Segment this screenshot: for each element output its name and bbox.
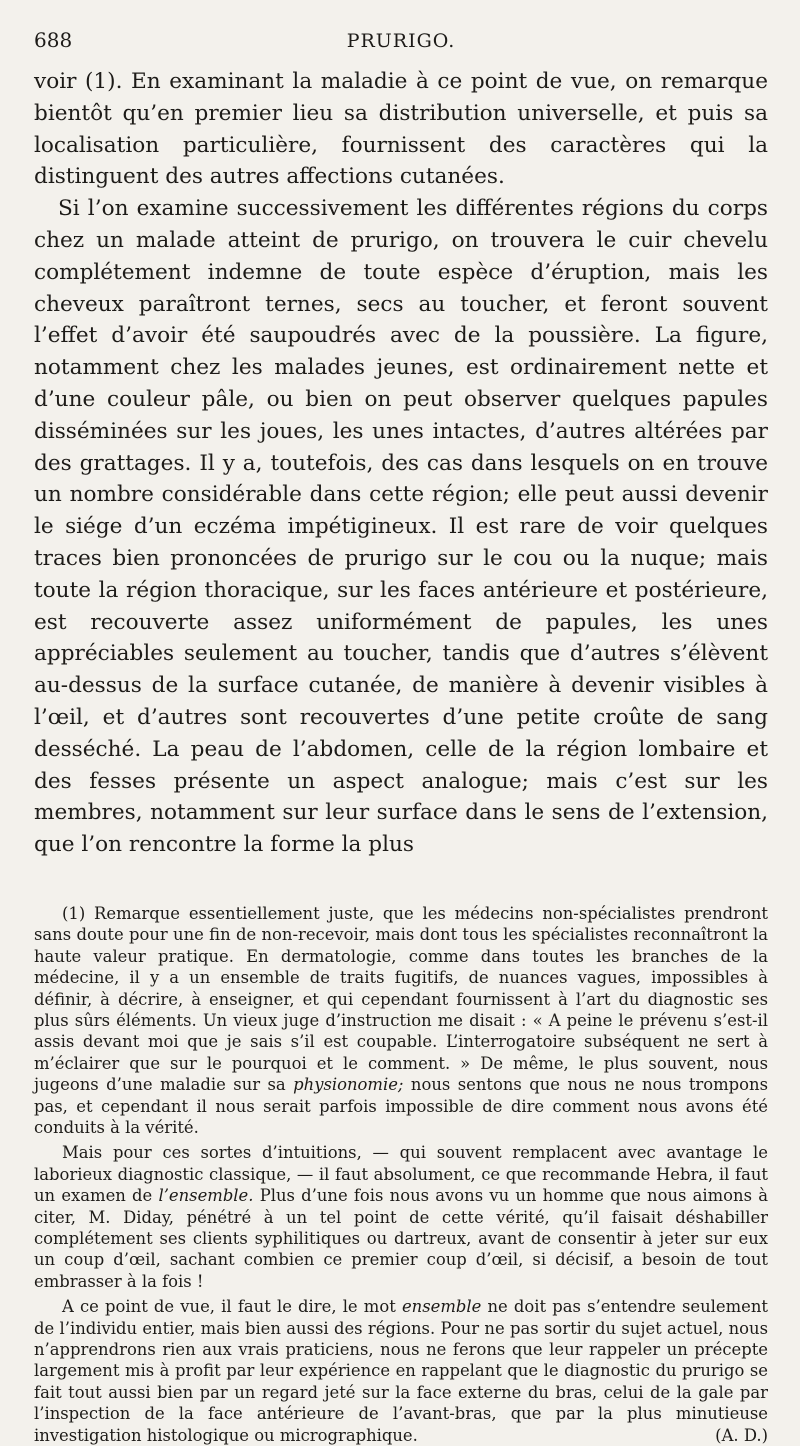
footnote-emphasis-3: ensemble (401, 1297, 482, 1317)
footnote-text-2b: Plus d’une fois nous avons vu un homme que nous aimons à citer, M. Diday, pénétré à un tel point de cette vérité, qu’il faisait déshabiller complétement ses clients syphilitiques ou dartreux, avant de consentir à jeter sur eux un coup d’œil, sachant combien ce premier coup d’œil, si décisif, a besoin de tout embrasser à la fois ! (34, 1186, 768, 1291)
signature: (A. D.) (715, 1425, 768, 1445)
page-number: 688 (34, 28, 73, 52)
main-text (34, 66, 768, 861)
footnote-text-3b: ne doit pas s’entendre seulement de l’individu entier, mais bien aussi des régions. Pour ne pas sortir du sujet actuel, nous n’apprendrons rien aux vrais praticiens, nous ne ferons que leur rappeler un précepte largement mis à profit par leur expérience en rappelant que le diagnostic du prurigo se fait tout aussi bien par un regard jeté sur la face externe du bras, celui de la gale par l’inspection de la face antérieure de l’avant-bras, que par la plus minutieuse investigation histologique ou micrographique. (34, 1297, 768, 1445)
footnote-text-1-end: nous sentons que nous ne nous trompons pas, et cependant il nous serait parfois impossible de dire comment nous avons été conduits à la vérité. (34, 1075, 768, 1137)
footnote-text-3a: A ce point de vue, il faut le dire, le mot (62, 1297, 396, 1317)
footnote-paragraph-2 (34, 1142, 768, 1292)
footnote-text-1: (1) Remarque essentiellement juste, que les médecins non-spécialistes prendront sans doute pour une fin de non-recevoir, mais dont tous les spécialistes reconnaîtront la haute valeur pratique. En dermatologie, comme dans toutes les branches de la médecine, il y a un ensemble de traits fugitifs, de nuances vagues, impossibles à définir, à décrire, à enseigner, et qui cependant fournissent à l’art du diagnostic ses plus sûrs éléments. Un vieux juge d’instruction me disait : « A peine le prévenu s’est-il assis devant moi que je sais s’il est coupable. L’interrogatoire subséquent ne sert à m’éclairer que sur le pourquoi et le comment. » De même, le plus souvent, nous jugeons d’une maladie sur sa (34, 903, 768, 1095)
footnote-emphasis-1: physionomie; (293, 1075, 404, 1095)
running-head: PRURIGO. (346, 30, 456, 52)
paragraph-2: Si l’on examine successivement les différentes régions du corps chez un malade atteint de prurigo, on trouvera le cuir chevelu complétement indemne de toute espèce d’éruption, mais les cheveux paraîtront ternes, secs au toucher, et feront souvent l’effet d’avoir été saupoudrés avec de la poussière. La figure, notamment chez les malades jeunes, est ordinairement nette et d’une couleur pâle, ou bien on peut observer quelques papules disséminées sur les joues, les unes intactes, d’autres altérées par des grattages. Il y a, toutefois, des cas dans lesquels on en trouve un nombre considérable dans cette région; elle peut aussi devenir le siége d’un eczéma impétigineux. Il est rare de voir quelques traces bien prononcées de prurigo sur le cou ou la nuque; mais toute la région thoracique, sur les faces antérieure et postérieure, est recouverte assez uniformément de papules, les unes appréciables seulement au toucher, tandis que d’autres s’élèvent au-dessus de la surface cutanée, de manière à devenir visibles à l’œil, et d’autres sont recouvertes d’une petite croûte de sang desséché. La peau de l’abdomen, celle de la région lombaire et des fesses présente un aspect analogue; mais c’est sur les membres, notamment sur leur surface dans le sens de l’extension, que l’on rencontre la forme la plus (34, 196, 768, 858)
footnote-paragraph-1 (34, 903, 768, 1138)
footnote-paragraph-3 (34, 1296, 768, 1446)
footnote-text-2a: Mais pour ces sortes d’intuitions, — qui souvent remplacent avec avantage le laborieux diagnostic classique, — il faut absolument, ce que recommande Hebra, il faut un examen de (34, 1143, 768, 1206)
footnote (34, 903, 768, 1446)
footnote-emphasis-2: l’ensemble. (158, 1186, 254, 1206)
paragraph-1: voir (1). En examinant la maladie à ce point de vue, on remarque bientôt qu’en premier lieu sa distribution universelle, et puis sa localisation particulière, fournissent des caractères qui la distinguent des autres affections cutanées. (34, 69, 768, 190)
page-header (34, 28, 768, 62)
